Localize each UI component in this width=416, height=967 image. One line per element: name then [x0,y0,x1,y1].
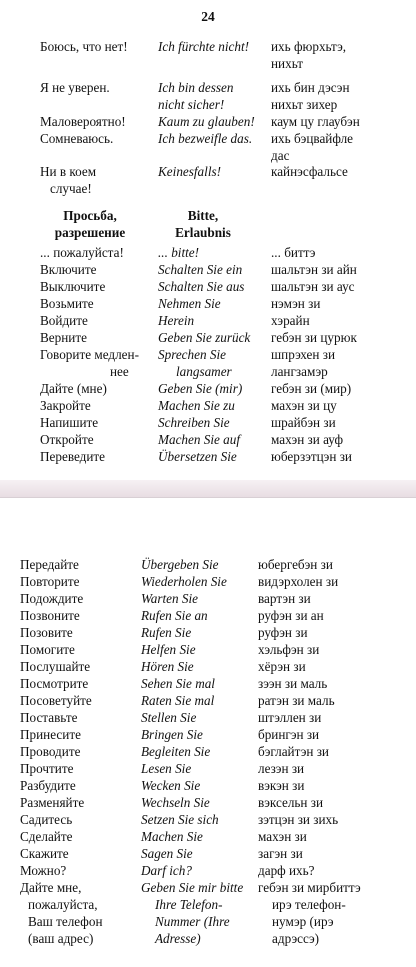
de-cell: Rufen Sie an [141,608,208,623]
ru-cell: Принесите [20,727,81,742]
de-cell: Bringen Sie [141,727,203,742]
mn-cell: нихьт [271,56,303,71]
mn-cell: юбергебэн зи [258,557,333,572]
ru-cell: Поставьте [20,710,78,725]
section-heading-ru: разрешение [54,225,126,240]
de-cell: Raten Sie mal [141,693,215,708]
mn-cell: ... биттэ [271,245,316,260]
de-cell: Nehmen Sie [158,296,221,311]
page-24 [0,0,416,480]
ru-cell: Садитесь [20,812,73,827]
mn-cell: махэн зи цу [271,398,337,413]
ru-cell: Переведите [40,449,106,464]
de-cell: Wecken Sie [141,778,201,793]
de-cell: Kaum zu glauben! [158,114,255,129]
ru-cell: Сделайте [20,829,73,844]
ru-cell: пожалуйста, [28,897,98,912]
ru-cell: Разменяйте [20,795,85,810]
mn-cell: лезэн зи [258,761,305,776]
de-cell: Sehen Sie mal [141,676,215,691]
mn-cell: брингэн зи [258,727,320,742]
ru-cell: Передайте [20,557,79,572]
page-number: 24 [201,9,215,24]
mn-cell: шальтэн зи айн [271,262,357,277]
ru-cell: Маловероятно! [40,114,126,129]
de-cell: Schreiben Sie [158,415,230,430]
ru-cell: ... пожалуйста! [40,245,124,260]
ru-cell: Послушайте [20,659,91,674]
ru-cell: Подождите [20,591,84,606]
de-cell: Übergeben Sie [141,557,219,572]
de-cell: Hören Sie [141,659,194,674]
mn-cell: ихь фюрхьтэ, [271,39,347,54]
de-cell: Machen Sie zu [158,398,235,413]
de-cell: Lesen Sie [141,761,192,776]
mn-cell: адрэссэ) [272,931,320,946]
ru-cell: Ваш телефон [28,914,103,929]
page-separator [0,480,416,497]
mn-cell: вартэн зи [258,591,311,606]
mn-cell: шрайбэн зи [271,415,336,430]
mn-cell: нихьт зихер [271,97,338,112]
ru-cell: Дайте (мне) [40,381,107,396]
mn-cell: кайнэсфальсе [271,164,348,179]
de-cell: Machen Sie auf [158,432,241,447]
de-cell: langsamer [176,364,232,379]
ru-cell: Ни в коем [40,164,97,179]
de-cell: Geben Sie (mir) [158,381,243,396]
mn-cell: бэглайтэн зи [258,744,329,759]
mn-cell: ихь бэцвайфле [271,131,354,146]
de-cell: Sprechen Sie [158,347,226,362]
de-cell: Übersetzen Sie [158,449,237,464]
ru-cell: Дайте мне, [20,880,82,895]
de-cell: Setzen Sie sich [141,812,219,827]
de-cell: Darf ich? [141,863,192,878]
ru-cell: Повторите [20,574,80,589]
mn-cell: ратэн зи маль [258,693,335,708]
mn-cell: зэтцэн зи зихь [258,812,339,827]
de-cell: Sagen Sie [141,846,193,861]
ru-cell: Выключите [40,279,106,294]
ru-cell: нее [110,364,129,379]
section-heading-ru: Просьба, [63,208,117,223]
ru-cell: Разбудите [20,778,76,793]
ru-cell: Посмотрите [20,676,89,691]
ru-cell: Помогите [20,642,75,657]
ru-cell: Напишите [40,415,99,430]
ru-cell: Возьмите [40,296,94,311]
de-cell: nicht sicher! [158,97,225,112]
mn-cell: руфэн зи [258,625,308,640]
ru-cell: Сомневаюсь. [40,131,114,146]
de-cell: Machen Sie [141,829,203,844]
de-cell: Ihre Telefon- [155,897,223,912]
mn-cell: гебэн зи (мир) [271,381,352,396]
de-cell: Begleiten Sie [141,744,211,759]
ru-cell: Говорите медлен- [40,347,139,362]
mn-cell: хэльфэн зи [258,642,320,657]
section-heading-de: Erlaubnis [175,225,231,240]
de-cell: ... bitte! [158,245,200,260]
de-cell: Helfen Sie [141,642,196,657]
de-cell: Warten Sie [141,591,199,606]
de-cell: Ich bin dessen [158,80,234,95]
de-cell: Ich bezweifle das. [158,131,253,146]
ru-cell: Я не уверен. [40,80,110,95]
ru-cell: Закройте [40,398,91,413]
ru-cell: Скажите [20,846,69,861]
mn-cell: руфэн зи ан [258,608,324,623]
de-cell: Wechseln Sie [141,795,210,810]
mn-cell: видэрхолен зи [258,574,339,589]
de-cell: Adresse) [155,931,201,946]
ru-cell: случае! [50,181,92,196]
mn-cell: ихь бин дэсэн [271,80,350,95]
de-cell: Schalten Sie ein [158,262,243,277]
ru-cell: Посоветуйте [20,693,92,708]
mn-cell: хёрэн зи [258,659,306,674]
ru-cell: Можно? [20,863,67,878]
ru-cell: Позвоните [20,608,80,623]
de-cell: Keinesfalls! [158,164,222,179]
mn-cell: вэкэн зи [258,778,305,793]
de-cell: Wiederholen Sie [141,574,227,589]
ru-cell: Проводите [20,744,81,759]
de-cell: Geben Sie zurück [158,330,251,345]
de-cell: Stellen Sie [141,710,197,725]
mn-cell: вэксельн зи [258,795,324,810]
section-heading-de: Bitte, [187,208,219,223]
mn-cell: гебэн зи мирбиттэ [258,880,361,895]
ru-cell: (ваш адрес) [28,931,94,946]
mn-cell: дарф ихь? [258,863,315,878]
mn-cell: штэллен зи [258,710,322,725]
ru-cell: Верните [40,330,87,345]
ru-cell: Включите [40,262,97,277]
de-cell: Herein [158,313,195,328]
page-25 [0,497,416,967]
mn-cell: лангзамэр [271,364,328,379]
ru-cell: Прочтите [20,761,74,776]
mn-cell: махэн зи ауф [271,432,344,447]
mn-cell: каум цу глаубэн [271,114,360,129]
mn-cell: гебэн зи цурюк [271,330,357,345]
mn-cell: махэн зи [258,829,307,844]
de-cell: Geben Sie mir bitte [141,880,244,895]
de-cell: Nummer (Ihre [155,914,230,929]
mn-cell: нэмэн зи [271,296,321,311]
ru-cell: Откройте [40,432,94,447]
mn-cell: шпрэхен зи [271,347,336,362]
mn-cell: юберзэтцэн зи [271,449,352,464]
mn-cell: шальтэн зи аус [271,279,355,294]
ru-cell: Войдите [40,313,88,328]
de-cell: Rufen Sie [141,625,192,640]
de-cell: Schalten Sie aus [158,279,245,294]
mn-cell: зээн зи маль [258,676,328,691]
mn-cell: загэн зи [258,846,303,861]
mn-cell: дас [271,148,290,163]
ru-cell: Позовите [20,625,73,640]
mn-cell: нумэр (ирэ [272,914,334,929]
de-cell: Ich fürchte nicht! [158,39,250,54]
ru-cell: Боюсь, что нет! [40,39,128,54]
mn-cell: хэрайн [271,313,310,328]
mn-cell: ирэ телефон- [272,897,346,912]
